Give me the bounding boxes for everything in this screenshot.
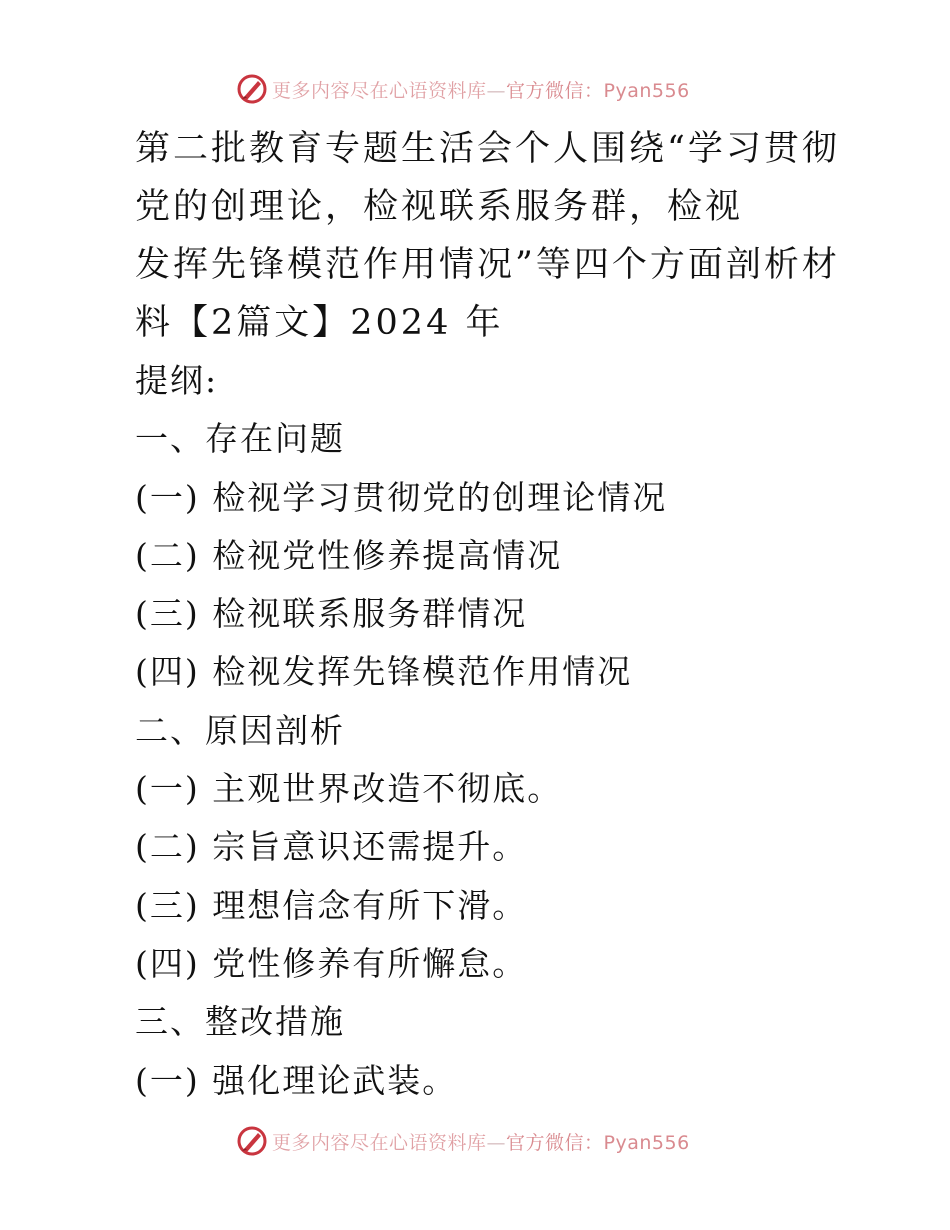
title-line: 第二批教育专题生活会个人围绕“学习贯彻 [135, 129, 840, 169]
title-line: 党的创理论，检视联系服务群，检视 [135, 187, 744, 227]
footer-watermark [236, 1124, 690, 1158]
document-title [135, 120, 840, 352]
section-heading: 二、原因剖析 [135, 710, 345, 750]
outline [135, 352, 815, 1110]
outline-item: (四) 党性修养有所懈怠。 [135, 943, 528, 983]
section-heading: 一、存在问题 [135, 419, 345, 459]
watermark-text: 更多内容尽在心语资料库—官方微信：Pyan556 [272, 79, 690, 102]
outline-heading: 提纲: [135, 361, 219, 400]
title-line: 发挥先锋模范作用情况”等四个方面剖析材 [135, 245, 840, 285]
outline-item: (三) 理想信念有所下滑。 [135, 885, 528, 925]
section-heading: 三、整改措施 [135, 1002, 345, 1042]
outline-item: (二) 宗旨意识还需提升。 [135, 827, 528, 867]
logo-icon [236, 1125, 268, 1157]
outline-item: (一) 强化理论武装。 [135, 1060, 458, 1100]
outline-item: (二) 检视党性修养提高情况 [135, 535, 563, 575]
header-watermark [236, 72, 690, 106]
document-body [135, 120, 840, 1110]
outline-item: (三) 检视联系服务群情况 [135, 594, 528, 634]
title-line: 料【2篇文】2024 年 [135, 303, 504, 343]
outline-item: (一) 主观世界改造不彻底。 [135, 769, 563, 809]
outline-item: (一) 检视学习贯彻党的创理论情况 [135, 477, 668, 517]
watermark-text: 更多内容尽在心语资料库—官方微信：Pyan556 [272, 1131, 690, 1154]
logo-icon [236, 73, 268, 105]
outline-item: (四) 检视发挥先锋模范作用情况 [135, 652, 633, 692]
